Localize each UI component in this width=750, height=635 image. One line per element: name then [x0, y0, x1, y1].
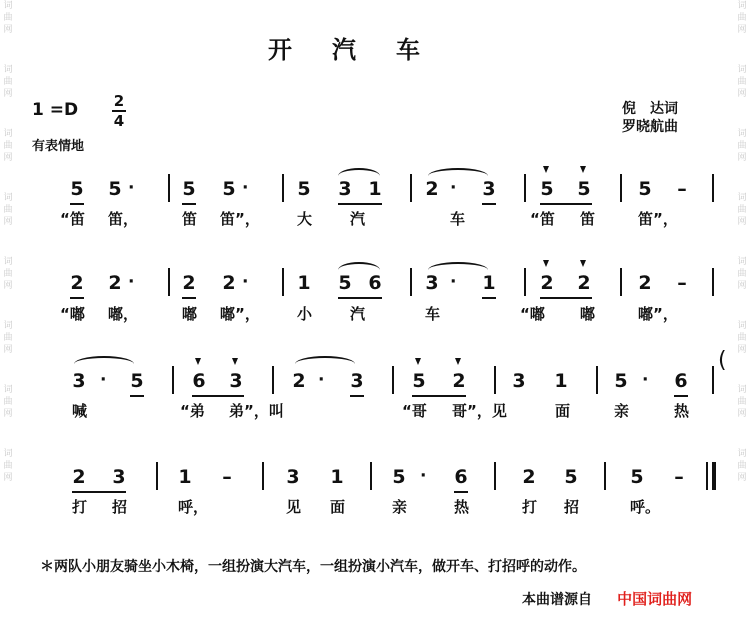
note: 3 — [286, 466, 300, 488]
source-credit — [522, 588, 692, 609]
lyric: 汽 — [350, 305, 366, 323]
note: 5 — [412, 370, 426, 392]
bar-line — [712, 174, 714, 202]
lyric: 打 — [72, 498, 88, 516]
note: 5 — [540, 178, 554, 200]
dash: – — [674, 466, 684, 488]
lyric: 笛 — [580, 210, 596, 228]
watermark-char: 曲 — [737, 461, 747, 471]
lyric: 汽 — [350, 210, 366, 228]
note: 5 — [108, 178, 122, 200]
note: 6 — [454, 466, 468, 488]
watermark-char: 曲 — [3, 13, 13, 23]
augmentation-dot: · — [450, 272, 457, 292]
underline — [182, 297, 196, 299]
lyric: 嘟”， — [220, 305, 260, 323]
watermark-char: 词 — [3, 449, 13, 459]
augmentation-dot: · — [128, 178, 135, 198]
lyric: 喊 — [72, 402, 88, 420]
lyric: 亲 — [392, 498, 408, 516]
bar-line — [370, 462, 372, 490]
augmentation-dot: · — [128, 272, 135, 292]
bar-line — [172, 366, 174, 394]
lyrics-line-3 — [0, 400, 750, 424]
lyric: 打 — [522, 498, 538, 516]
source-label: 本曲谱源自 — [522, 592, 592, 608]
accent-mark — [455, 358, 461, 365]
slur — [74, 356, 134, 364]
watermark-char: 曲 — [3, 141, 13, 151]
lyric: “笛 — [530, 210, 555, 228]
lyric: 小 — [297, 305, 313, 323]
lyric: 弟”，叫 — [229, 402, 284, 420]
lyric: 笛”， — [220, 210, 260, 228]
augmentation-dot: · — [242, 272, 249, 292]
underline — [130, 395, 144, 397]
lyric: 见 — [286, 498, 302, 516]
note: 2 — [577, 272, 591, 294]
credits — [622, 100, 678, 136]
watermark-char: 词 — [3, 257, 13, 267]
note: 1 — [368, 178, 382, 200]
slur — [338, 168, 380, 176]
underline — [674, 395, 688, 397]
lyric: 呼， — [178, 498, 209, 516]
note: 5 — [392, 466, 406, 488]
note: 3 — [72, 370, 86, 392]
lyric: 哥”，见 — [452, 402, 507, 420]
note: 5 — [577, 178, 591, 200]
bar-line — [410, 174, 412, 202]
lyric: 车 — [425, 305, 441, 323]
lyric: 车 — [450, 210, 466, 228]
bar-line — [604, 462, 606, 490]
note: 2 — [522, 466, 536, 488]
bar-line — [410, 268, 412, 296]
key-signature: 1 =D — [32, 100, 79, 120]
bar-line — [712, 366, 714, 394]
underline — [540, 203, 592, 205]
slur — [428, 262, 488, 270]
underline — [182, 203, 196, 205]
time-sig-top: 2 — [113, 92, 125, 110]
lyric: 笛”， — [638, 210, 678, 228]
bar-line — [392, 366, 394, 394]
bar-line — [282, 268, 284, 296]
watermark-char: 词 — [3, 65, 13, 75]
bar-line — [494, 366, 496, 394]
note: 5 — [222, 178, 236, 200]
watermark-char: 曲 — [737, 141, 747, 151]
lyric: 亲 — [614, 402, 630, 420]
underline — [70, 203, 84, 205]
accent-mark — [580, 166, 586, 173]
note: 5 — [70, 178, 84, 200]
bar-line — [168, 268, 170, 296]
bar-line — [156, 462, 158, 490]
note: 2 — [222, 272, 236, 294]
bar-line — [272, 366, 274, 394]
source-brand: 中国词曲网 — [617, 590, 693, 608]
watermark-char: 网 — [737, 281, 747, 291]
note: 5 — [614, 370, 628, 392]
note: 1 — [330, 466, 344, 488]
watermark-char: 词 — [737, 321, 747, 331]
accent-mark — [415, 358, 421, 365]
watermark-char: 网 — [3, 217, 13, 227]
note: 5 — [564, 466, 578, 488]
lyric: 笛 — [182, 210, 198, 228]
note: 6 — [192, 370, 206, 392]
watermark-char: 词 — [737, 1, 747, 11]
note: 3 — [350, 370, 364, 392]
lyric: “笛 — [60, 210, 85, 228]
bar-line — [282, 174, 284, 202]
note: 1 — [554, 370, 568, 392]
slur — [428, 168, 488, 176]
bar-line — [168, 174, 170, 202]
watermark-char: 曲 — [3, 77, 13, 87]
watermark-char: 网 — [3, 153, 13, 163]
lyric: “嘟 — [520, 305, 545, 323]
lyric: 热 — [454, 498, 470, 516]
note: 2 — [182, 272, 196, 294]
time-signature — [112, 93, 126, 129]
watermark-char: 曲 — [737, 333, 747, 343]
bar-line — [596, 366, 598, 394]
augmentation-dot: · — [642, 370, 649, 390]
note: 3 — [229, 370, 243, 392]
bar-line — [494, 462, 496, 490]
augmentation-dot: · — [318, 370, 325, 390]
accent-mark — [232, 358, 238, 365]
augmentation-dot: · — [242, 178, 249, 198]
accent-mark — [195, 358, 201, 365]
underline — [72, 491, 126, 493]
watermark-char: 曲 — [737, 397, 747, 407]
note: 3 — [512, 370, 526, 392]
footnote: ＊两队小朋友骑坐小木椅，一组扮演大汽车，一组扮演小汽车，做开车、打招呼的动作。 — [40, 559, 586, 575]
accent-mark — [580, 260, 586, 267]
underline — [454, 491, 468, 493]
note: 3 — [112, 466, 126, 488]
parenthesis: ( — [718, 348, 727, 373]
watermark-char: 词 — [3, 1, 13, 11]
watermark-char: 词 — [737, 65, 747, 75]
augmentation-dot: · — [450, 178, 457, 198]
note: 2 — [638, 272, 652, 294]
bar-line — [712, 268, 714, 296]
lyric: 面 — [555, 402, 571, 420]
lyric: 嘟 — [580, 305, 596, 323]
watermark-char: 网 — [737, 89, 747, 99]
watermark-char: 网 — [737, 473, 747, 483]
watermark-char: 曲 — [3, 205, 13, 215]
watermark-char: 曲 — [737, 13, 747, 23]
note: 5 — [182, 178, 196, 200]
lyric: 笛， — [108, 210, 139, 228]
note: 5 — [130, 370, 144, 392]
bar-line — [262, 462, 264, 490]
note: 3 — [338, 178, 352, 200]
lyrics-line-2 — [0, 303, 750, 327]
bar-line — [524, 174, 526, 202]
watermark-char: 词 — [3, 321, 13, 331]
lyric: 嘟， — [108, 305, 139, 323]
watermark-char: 曲 — [3, 461, 13, 471]
lyricist-credit: 倪 达词 — [622, 101, 678, 117]
note: 1 — [482, 272, 496, 294]
lyric: 嘟 — [182, 305, 198, 323]
watermark-char: 曲 — [737, 269, 747, 279]
watermark-char: 曲 — [737, 205, 747, 215]
watermark-char: 网 — [3, 89, 13, 99]
slur — [295, 356, 355, 364]
watermark-char: 曲 — [3, 397, 13, 407]
lyric: 呼。 — [630, 498, 661, 516]
lyric: 招 — [564, 498, 580, 516]
note: 2 — [425, 178, 439, 200]
watermark-char: 网 — [3, 25, 13, 35]
note: 1 — [297, 272, 311, 294]
watermark-char: 曲 — [3, 333, 13, 343]
watermark-char: 网 — [737, 25, 747, 35]
dash: – — [677, 272, 687, 294]
underline — [350, 395, 364, 397]
watermark-char: 词 — [737, 129, 747, 139]
lyric: 面 — [330, 498, 346, 516]
lyrics-line-1 — [0, 208, 750, 232]
underline — [482, 297, 496, 299]
note: 2 — [452, 370, 466, 392]
bar-line — [706, 462, 708, 490]
note: 5 — [297, 178, 311, 200]
underline — [482, 203, 496, 205]
watermark-char: 网 — [737, 409, 747, 419]
watermark-char: 网 — [3, 281, 13, 291]
accent-mark — [543, 260, 549, 267]
underline — [192, 395, 244, 397]
watermark-char: 网 — [737, 345, 747, 355]
lyric: 招 — [112, 498, 128, 516]
note: 5 — [338, 272, 352, 294]
watermark-char: 网 — [737, 153, 747, 163]
underline — [412, 395, 466, 397]
dash: – — [677, 178, 687, 200]
watermark-char: 网 — [3, 345, 13, 355]
watermark-char: 曲 — [737, 77, 747, 87]
note: 5 — [630, 466, 644, 488]
note: 2 — [72, 466, 86, 488]
lyric: “嘟 — [60, 305, 85, 323]
bar-line — [620, 174, 622, 202]
note: 6 — [674, 370, 688, 392]
note: 3 — [482, 178, 496, 200]
note: 2 — [108, 272, 122, 294]
watermark-char: 词 — [3, 129, 13, 139]
song-title: 开汽车 — [268, 36, 460, 64]
watermark-char: 网 — [3, 473, 13, 483]
note: 5 — [638, 178, 652, 200]
watermark-char: 词 — [737, 449, 747, 459]
watermark-char: 词 — [3, 193, 13, 203]
note: 2 — [292, 370, 306, 392]
underline — [338, 297, 382, 299]
underline — [540, 297, 592, 299]
watermark-char: 词 — [737, 257, 747, 267]
final-bar-line — [712, 462, 716, 490]
watermark-char: 网 — [737, 217, 747, 227]
underline — [70, 297, 84, 299]
watermark-char: 词 — [737, 385, 747, 395]
accent-mark — [543, 166, 549, 173]
watermark-char: 曲 — [3, 269, 13, 279]
lyric: 嘟”， — [638, 305, 678, 323]
watermark-char: 词 — [737, 193, 747, 203]
note: 1 — [178, 466, 192, 488]
note: 6 — [368, 272, 382, 294]
bar-line — [524, 268, 526, 296]
slur — [338, 262, 380, 270]
note: 2 — [540, 272, 554, 294]
time-sig-bottom: 4 — [113, 112, 125, 130]
lyric: 大 — [297, 210, 313, 228]
note: 3 — [425, 272, 439, 294]
expression-marking: 有表情地 — [32, 139, 85, 154]
augmentation-dot: · — [420, 466, 427, 486]
lyric: “弟 — [180, 402, 205, 420]
watermark-char: 网 — [3, 409, 13, 419]
note: 2 — [70, 272, 84, 294]
lyrics-line-4 — [0, 496, 750, 520]
lyric: “哥 — [402, 402, 427, 420]
composer-credit: 罗晓航曲 — [622, 119, 678, 135]
dash: – — [222, 466, 232, 488]
bar-line — [620, 268, 622, 296]
augmentation-dot: · — [100, 370, 107, 390]
lyric: 热 — [674, 402, 690, 420]
underline — [338, 203, 382, 205]
watermark-char: 词 — [3, 385, 13, 395]
